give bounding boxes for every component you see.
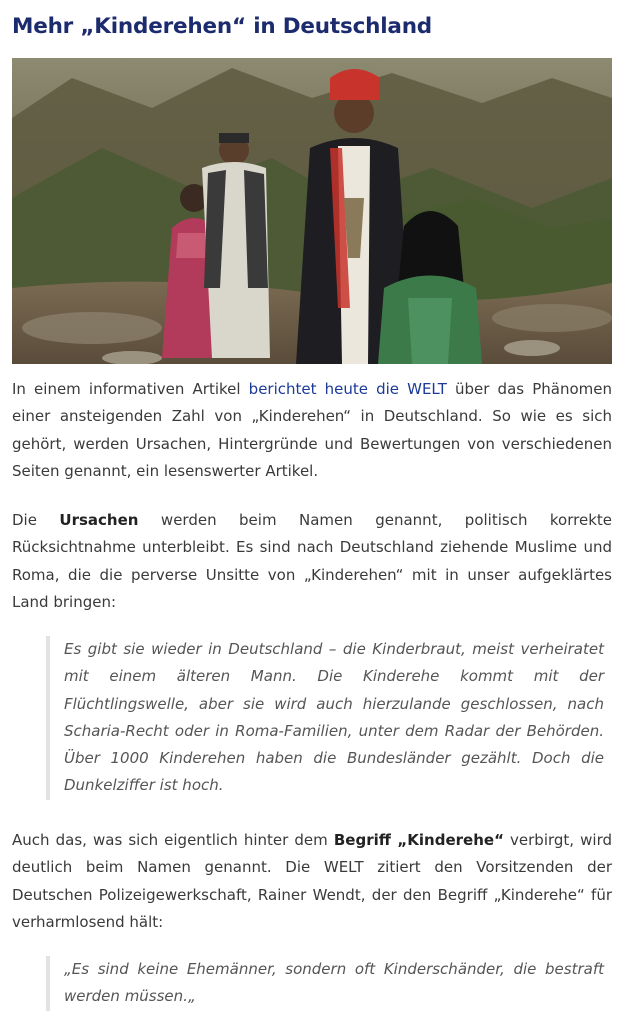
causes-bold: Ursachen [59,511,139,529]
blockquote-1 [46,636,604,800]
welt-article-link[interactable]: berichtet heute die WELT [248,380,447,398]
quote-text-1: Es gibt sie wieder in Deutschland – die Kinderbraut, meist verheiratet mit einem älteren Mann. Die Kinderehe kommt mit der Flüchtlingswelle, aber sie wird auch hierzulande geschlossen, nach Scharia-Recht oder in Roma-Familien, unter dem Radar der Behörden. Über 1000 Kinderehen haben die Bundesländer gezählt. Doch die Dunkelziffer ist hoch. [64,640,604,795]
causes-text-start: Die [12,511,60,529]
paragraph-intro [12,376,612,485]
intro-text-end: über das Phänomen einer ansteigenden Zahl von „Kinderehen“ in Deutschland. So wie es sich gehört, werden Ursachen, Hintergründe und Bewertungen von verschiedenen Seiten genannt, ein lesenswerter Artikel. [12,380,612,480]
article-photo [12,58,612,364]
page-title: Mehr „Kinderehen“ in Deutschland [12,14,432,39]
quote-text-2: „Es sind keine Ehemänner, sondern oft Kinderschänder, die bestraft werden müssen.„ [64,960,604,1006]
causes-text-end: werden beim Namen genannt, politisch korrekte Rücksichtnahme unterbleibt. Es sind nach Deutschland ziehende Muslime und Roma, die die perverse Unsitte von „Kinderehen“ mit in unser aufgeklärtes Land bringen: [12,511,612,611]
blockquote-2 [46,956,604,1011]
photo-illustration [12,58,612,364]
paragraph-term [12,827,612,936]
term-bold: Begriff „Kinderehe“ [333,831,504,849]
term-text-end: verbirgt, wird deutlich beim Namen genannt. Die WELT zitiert den Vorsitzenden der Deutschen Polizeigewerkschaft, Rainer Wendt, der den Begriff „Kinderehe“ für verharmlosend hält: [12,831,613,931]
paragraph-causes [12,507,612,616]
intro-text-start: In einem informativen Artikel [12,380,249,398]
term-text-start: Auch das, was sich eigentlich hinter dem [12,831,334,849]
